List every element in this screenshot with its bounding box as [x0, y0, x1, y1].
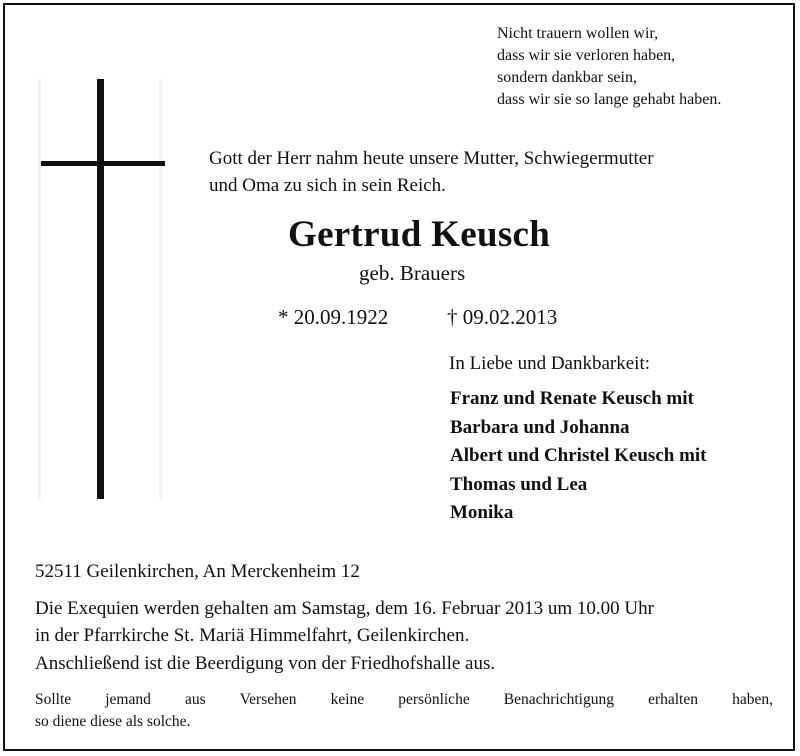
cross-vertical-beam [97, 79, 104, 499]
disclaimer-word: haben, [732, 691, 773, 708]
burial-info: Anschließend ist die Beerdigung von der Friedhofshalle aus. [35, 653, 496, 674]
service-line: Die Exequien werden gehalten am Samstag, dem 16. Februar 2013 um 10.00 Uhr [35, 598, 654, 619]
disclaimer-word: jemand [105, 691, 151, 708]
disclaimer-word: keine [330, 691, 365, 708]
poem-line: sondern dankbar sein, [497, 69, 637, 86]
mourner-line: Albert und Christel Keusch mit [450, 445, 707, 466]
mourner-line: Thomas und Lea [450, 473, 588, 495]
disclaimer-word: aus [184, 691, 206, 708]
mourners-list [450, 385, 707, 528]
disclaimer-word: persönliche [398, 691, 470, 708]
poem-line: Nicht trauern wollen wir, [497, 25, 659, 42]
maiden-name: geb. Brauers [359, 261, 466, 285]
disclaimer-word: erhalten [648, 691, 698, 708]
disclaimer [35, 689, 773, 733]
cross-horizontal-beam [41, 161, 165, 166]
disclaimer-line: so diene diese als solche. [35, 713, 191, 730]
intro-text [209, 145, 654, 199]
disclaimer-word: Versehen [239, 691, 297, 708]
birth-date: * 20.09.1922 [278, 305, 389, 329]
funeral-service-info [35, 595, 654, 649]
service-line: in der Pfarrkirche St. Mariä Himmelfahrt, Geilenkirchen. [35, 625, 470, 646]
mourner-line: Franz und Renate Keusch mit [450, 388, 694, 409]
mourner-line: Barbara und Johanna [450, 416, 630, 438]
latin-cross-icon [33, 79, 173, 505]
disclaimer-word: Benachrichtigung [503, 691, 614, 708]
death-date: † 09.02.2013 [447, 305, 558, 329]
obituary-notice [3, 3, 795, 751]
poem [497, 23, 721, 111]
poem-line: dass wir sie so lange gehabt haben. [497, 91, 722, 108]
mourners-intro: In Liebe und Dankbarkeit: [449, 353, 651, 374]
mourner-line: Monika [450, 502, 514, 523]
disclaimer-line [35, 689, 773, 711]
poem-line: dass wir sie verloren haben, [497, 47, 676, 64]
address: 52511 Geilenkirchen, An Merckenheim 12 [35, 561, 360, 582]
cross-shading [38, 79, 41, 499]
disclaimer-word: Sollte [35, 691, 72, 708]
cross-shading [159, 79, 162, 499]
deceased-name: Gertrud Keusch [288, 214, 551, 255]
intro-line: Gott der Herr nahm heute unsere Mutter, Schwiegermutter [209, 148, 654, 169]
intro-line: und Oma zu sich in sein Reich. [209, 175, 446, 196]
